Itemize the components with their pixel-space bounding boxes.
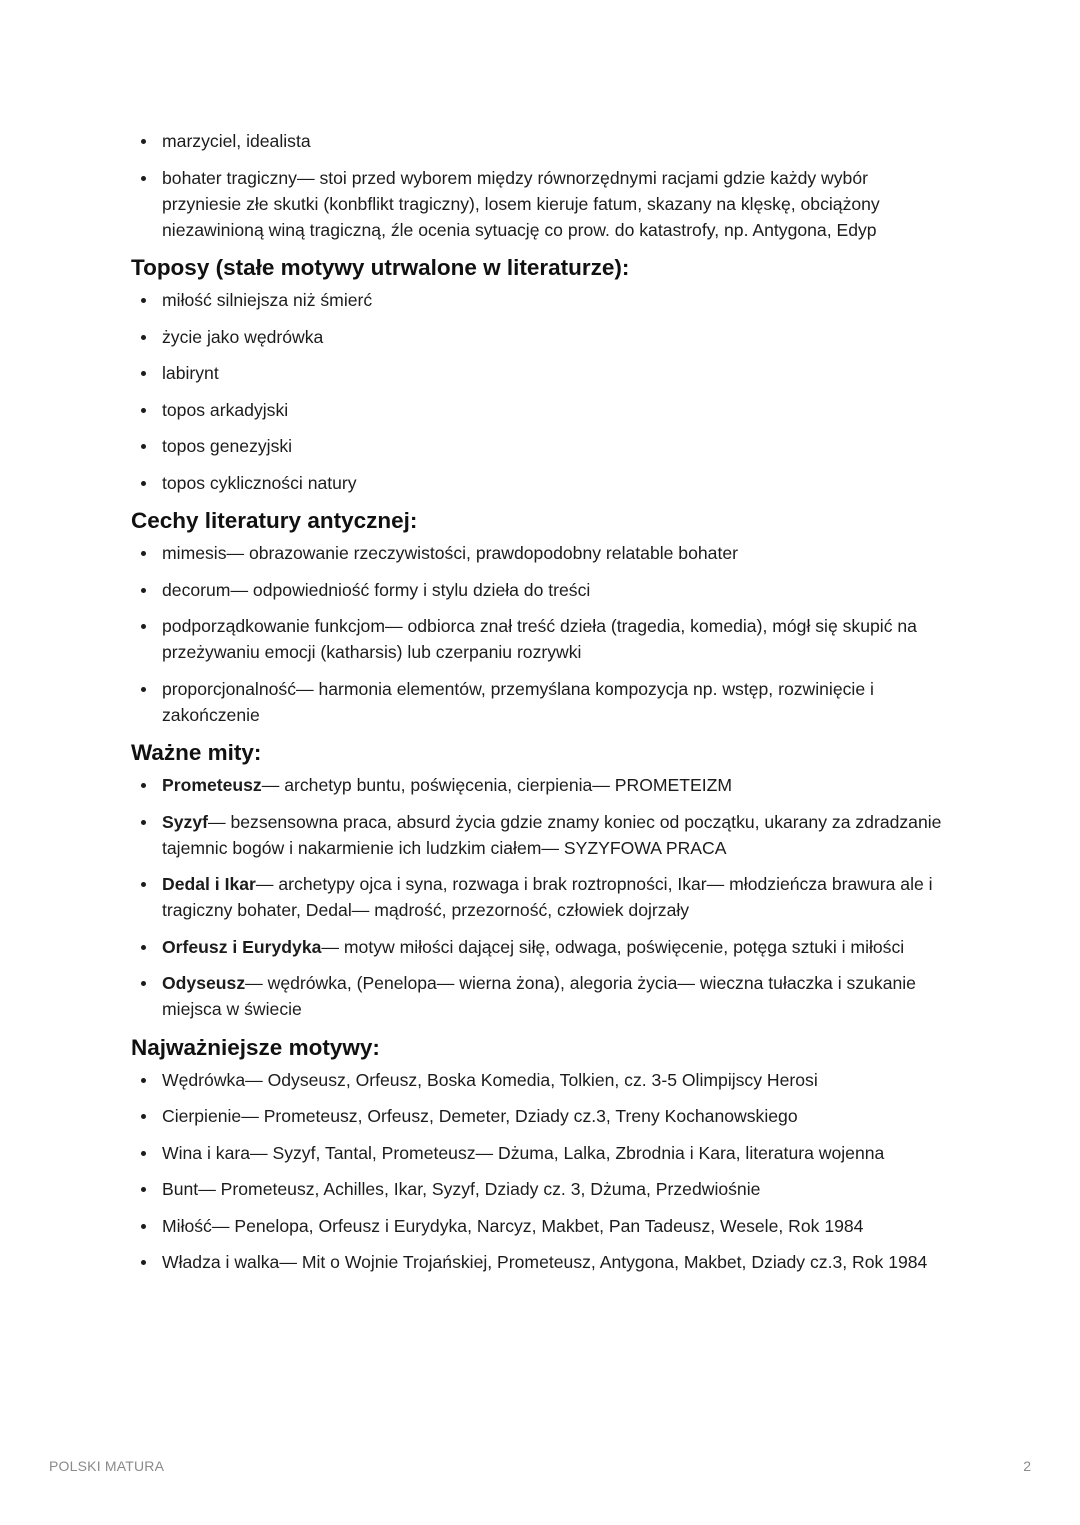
myth-term: Odyseusz <box>162 973 246 993</box>
list-item: podporządkowanie funkcjom— odbiorca znał treść dzieła (tragedia, komedia), mógł się skupić na przeżywaniu emocji (katharsis) lub czerpaniu rozrywki <box>131 613 951 665</box>
myth-description: — motyw miłości dającej siłę, odwaga, poświęcenie, potęga sztuki i miłości <box>321 936 905 957</box>
footer-title: POLSKI MATURA <box>49 1458 165 1474</box>
list-item <box>131 970 951 1022</box>
toposy-list <box>131 287 951 496</box>
section-title-mity: Ważne mity: <box>131 740 262 765</box>
page-content <box>131 128 951 1286</box>
myth-description: — wędrówka, (Penelopa— wierna żona), alegoria życia— wieczna tułaczka i szukanie miejsca w świecie <box>162 973 916 1019</box>
list-item: mimesis— obrazowanie rzeczywistości, prawdopodobny relatable bohater <box>131 540 951 566</box>
myth-term: Orfeusz i Eurydyka <box>162 936 322 957</box>
section-title-motywy: Najważniejsze motywy: <box>131 1034 380 1060</box>
section-title-toposy: Toposy (stałe motywy utrwalone w literaturze): <box>131 255 630 280</box>
list-item <box>131 772 951 798</box>
cechy-list <box>131 540 951 728</box>
intro-list <box>131 128 951 243</box>
list-item: Cierpienie— Prometeusz, Orfeusz, Demeter, Dziady cz.3, Treny Kochanowskiego <box>131 1103 951 1129</box>
page-number: 2 <box>1023 1458 1031 1474</box>
list-item: topos genezyjski <box>131 433 951 459</box>
myth-term: Prometeusz <box>162 775 262 795</box>
myth-description: — archetyp buntu, poświęcenia, cierpienia— PROMETEIZM <box>261 775 733 795</box>
myth-term: Syzyf <box>162 811 208 832</box>
list-item: Wędrówka— Odyseusz, Orfeusz, Boska Komedia, Tolkien, cz. 3-5 Olimpijscy Herosi <box>131 1067 951 1093</box>
list-item: Bunt— Prometeusz, Achilles, Ikar, Syzyf, Dziady cz. 3, Dżuma, Przedwiośnie <box>131 1176 951 1202</box>
list-item: decorum— odpowiedniość formy i stylu dzieła do treści <box>131 577 951 603</box>
list-item: bohater tragiczny— stoi przed wyborem między równorzędnymi racjami gdzie każdy wybór przyniesie złe skutki (konbflikt tragiczny), losem kieruje fatum, skazany na klęskę, obciążony niezawinioną winą tragiczną, źle ocenia sytuację co prow. do katastrofy, np. Antygona, Edyp <box>131 165 951 243</box>
motywy-list <box>131 1067 951 1276</box>
list-item: labirynt <box>131 360 951 386</box>
list-item: proporcjonalność— harmonia elementów, przemyślana kompozycja np. wstęp, rozwinięcie i zakończenie <box>131 676 951 728</box>
list-item: marzyciel, idealista <box>131 128 951 154</box>
section-title-cechy: Cechy literatury antycznej: <box>131 508 418 533</box>
list-item: miłość silniejsza niż śmierć <box>131 287 951 313</box>
list-item <box>131 871 951 923</box>
myth-description: — bezsensowna praca, absurd życia gdzie znamy koniec od początku, ukarany za zdradzanie tajemnic bogów i nakarmienie ich ludzkim ciałem— SYZYFOWA PRACA <box>162 811 942 858</box>
list-item <box>131 934 951 960</box>
list-item: topos arkadyjski <box>131 397 951 423</box>
list-item: życie jako wędrówka <box>131 324 951 350</box>
list-item: Władza i walka— Mit o Wojnie Trojańskiej, Prometeusz, Antygona, Makbet, Dziady cz.3, Rok 1984 <box>131 1249 951 1275</box>
list-item: Wina i kara— Syzyf, Tantal, Prometeusz— Dżuma, Lalka, Zbrodnia i Kara, literatura wojenna <box>131 1140 951 1166</box>
myth-term: Dedal i Ikar <box>162 874 256 894</box>
list-item: topos cykliczności natury <box>131 470 951 496</box>
list-item: Miłość— Penelopa, Orfeusz i Eurydyka, Narcyz, Makbet, Pan Tadeusz, Wesele, Rok 1984 <box>131 1213 951 1239</box>
mity-list <box>131 772 951 1022</box>
myth-description: — archetypy ojca i syna, rozwaga i brak roztropności, Ikar— młodzieńcza brawura ale i tragiczny bohater, Dedal— mądrość, przezorność, człowiek dojrzały <box>162 874 933 920</box>
list-item <box>131 809 951 861</box>
